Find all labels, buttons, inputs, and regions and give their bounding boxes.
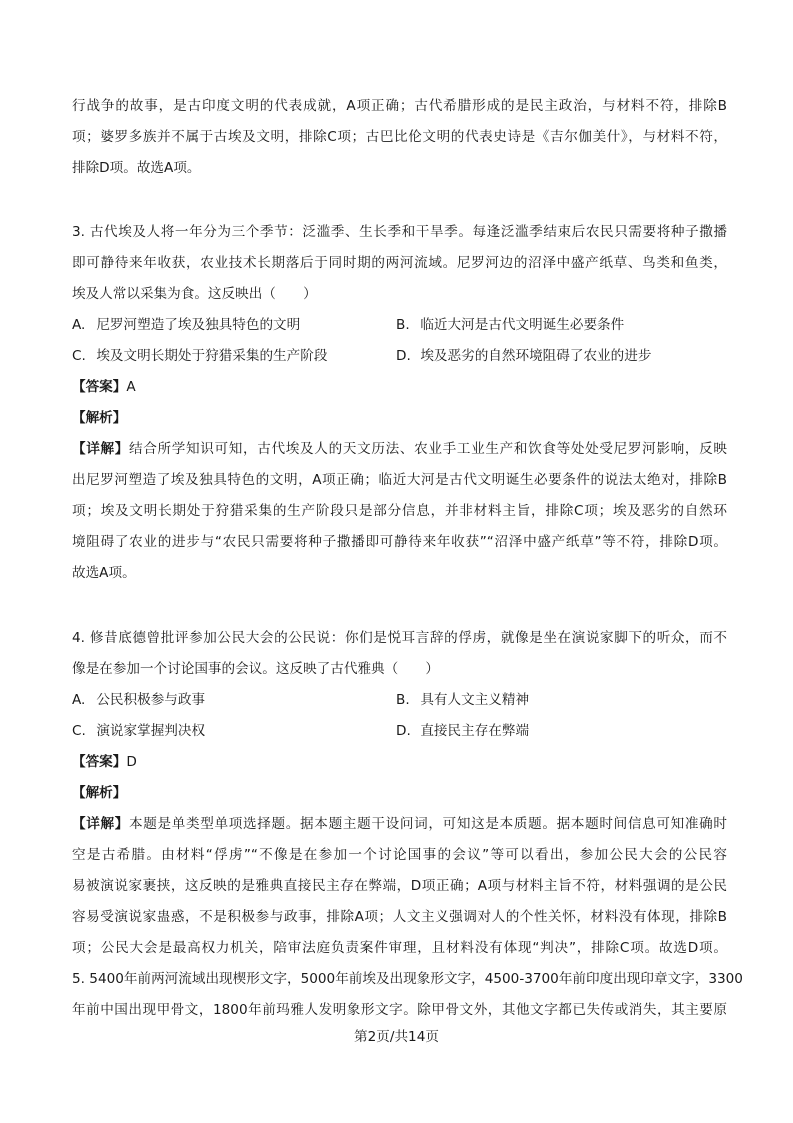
analysis-label: 【解析】 <box>72 410 127 426</box>
question-3-option-c <box>72 346 327 366</box>
detail-text: 结合所学知识可知，古代埃及人的天文历法、农业手工业生产和饮食等处处受尼罗河影响，反映 <box>129 441 727 457</box>
option-key: B. <box>396 692 410 708</box>
question-4-detail-line-1 <box>72 814 727 834</box>
question-3-detail-line-4: 境阻碍了农业的进步与“农民只需要将种子撒播即可静待来年收获”“沼泽中盛产纸草”等不符，排除D项。 <box>72 534 727 550</box>
question-4-detail-line-3: 易被演说家裹挟，这反映的是雅典直接民主存在弊端，D项正确；A项与材料主旨不符，材料强调的是公民 <box>72 878 727 894</box>
question-3-analysis-heading <box>72 408 727 428</box>
option-text: 具有人文主义精神 <box>420 692 530 708</box>
page-footer: 第2页/共14页 <box>354 1029 439 1045</box>
question-3-detail-line-5: 故选A项。 <box>72 565 136 581</box>
question-3-option-a <box>72 315 300 335</box>
question-3-detail-line-3: 项；埃及文明长期处于狩猎采集的生产阶段只是部分信息，并非材料主旨，排除C项；埃及恶劣的自然环 <box>72 503 727 519</box>
question-4-detail-line-5: 项；公民大会是最高权力机关，陪审法庭负责案件审理，且材料没有体现“判决”，排除C项。故选D项。 <box>72 940 727 956</box>
question-4-answer <box>72 752 727 772</box>
question-5-stem-line-1: 5. 5400年前两河流域出现楔形文字，5000年前埃及出现象形文字，4500-3700年前印度出现印章文字，3300 <box>72 971 743 987</box>
option-key: C. <box>72 348 86 364</box>
question-3-option-b <box>396 315 624 335</box>
question-4-analysis-heading <box>72 783 727 803</box>
question-5-stem-line-2: 年前中国出现甲骨文，1800年前玛雅人发明象形文字。除甲骨文外，其他文字都已失传或消失，其主要原 <box>72 1002 727 1018</box>
question-3-stem-line-2: 即可静待来年收获，农业技术长期落后于同时期的两河流域。尼罗河边的沼泽中盛产纸草、鸟类和鱼类， <box>72 255 727 271</box>
option-key: D. <box>396 723 411 739</box>
detail-label: 【详解】 <box>72 441 130 457</box>
option-key: D. <box>396 348 411 364</box>
question-4-stem-line-1: 4. 修昔底德曾批评参加公民大会的公民说：你们是悦耳言辞的俘虏，就像是坐在演说家脚下的听众，而不 <box>72 630 727 646</box>
option-text: 埃及文明长期处于狩猎采集的生产阶段 <box>96 348 328 364</box>
option-key: C. <box>72 723 86 739</box>
prev-analysis-line-1: 行战争的故事，是古印度文明的代表成就，A项正确；古代希腊形成的是民主政治，与材料不符，排除B <box>72 98 727 114</box>
answer-label: 【答案】 <box>72 379 127 395</box>
question-3-detail-line-1 <box>72 439 727 459</box>
question-3-option-d <box>396 346 651 366</box>
question-4-option-d <box>396 721 529 741</box>
option-key: A. <box>72 317 86 333</box>
prev-analysis-line-3: 排除D项。故选A项。 <box>72 160 201 176</box>
option-text: 演说家掌握判决权 <box>96 723 206 739</box>
option-key: A. <box>72 692 86 708</box>
question-3-stem-line-3: 埃及人常以采集为食。这反映出（ ） <box>72 286 317 302</box>
question-4-option-c <box>72 721 205 741</box>
answer-value: A <box>126 379 136 395</box>
option-text: 公民积极参与政事 <box>96 692 206 708</box>
analysis-label: 【解析】 <box>72 785 127 801</box>
answer-label: 【答案】 <box>72 754 127 770</box>
option-text: 尼罗河塑造了埃及独具特色的文明 <box>96 317 301 333</box>
question-4-option-a <box>72 690 205 710</box>
option-text: 直接民主存在弊端 <box>420 723 530 739</box>
option-key: B. <box>396 317 410 333</box>
question-3-answer <box>72 377 727 397</box>
prev-analysis-line-2: 项；婆罗多族并不属于古埃及文明，排除C项；古巴比伦文明的代表史诗是《吉尔伽美什》，与材料不符， <box>72 129 727 145</box>
option-text: 埃及恶劣的自然环境阻碍了农业的进步 <box>420 348 652 364</box>
option-text: 临近大河是古代文明诞生必要条件 <box>420 317 625 333</box>
detail-text: 本题是单类型单项选择题。据本题主题干设问词，可知这是本质题。据本题时间信息可知准确时 <box>129 816 727 832</box>
answer-value: D <box>126 754 137 770</box>
question-4-detail-line-4: 容易受演说家蛊惑，不是积极参与政事，排除A项；人文主义强调对人的个性关怀，材料没有体现，排除B <box>72 909 727 925</box>
question-4-option-b <box>396 690 529 710</box>
question-4-stem-line-2: 像是在参加一个讨论国事的会议。这反映了古代雅典（ ） <box>72 661 440 677</box>
detail-label: 【详解】 <box>72 816 130 832</box>
question-3-stem-line-1: 3. 古代埃及人将一年分为三个季节：泛滥季、生长季和干旱季。每逢泛滥季结束后农民只需要将种子撒播 <box>72 224 727 240</box>
question-4-detail-line-2: 空是古希腊。由材料“俘虏”“不像是在参加一个讨论国事的会议”等可以看出，参加公民大会的公民容 <box>72 847 727 863</box>
question-3-detail-line-2: 出尼罗河塑造了埃及独具特色的文明，A项正确；临近大河是古代文明诞生必要条件的说法太绝对，排除B <box>72 472 727 488</box>
